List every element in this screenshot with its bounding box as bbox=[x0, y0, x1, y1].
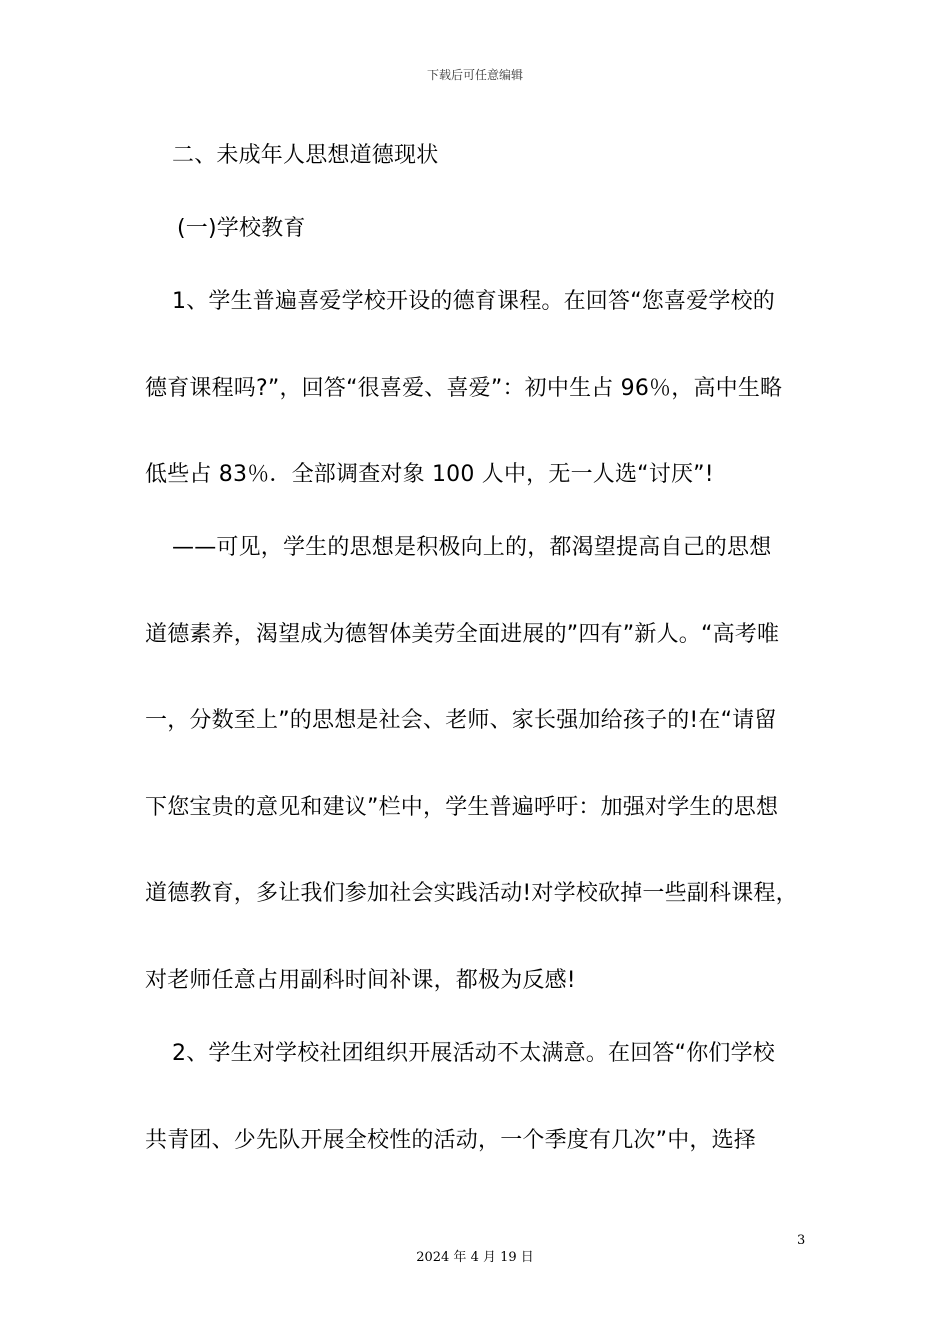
paragraph-line: 共青团、少先队开展全校性的活动，一个季度有几次”中，选择 bbox=[145, 1128, 756, 1153]
paragraph-line: 下您宝贵的意见和建议”栏中，学生普遍呼吁：加强对学生的思想 bbox=[145, 795, 779, 820]
subsection-heading: (一)学校教育 bbox=[177, 216, 306, 241]
paragraph-line: 道德教育，多让我们参加社会实践活动!对学校砍掉一些副科课程， bbox=[145, 881, 798, 906]
paragraph-line: 一，分数至上”的思想是社会、老师、家长强加给孩子的!在“请留 bbox=[145, 708, 777, 733]
paragraph-line: 1、学生普遍喜爱学校开设的德育课程。在回答“您喜爱学校的 bbox=[172, 289, 775, 314]
page-number: 3 bbox=[797, 1233, 806, 1248]
footer-date: 2024 年 4 月 19 日 bbox=[416, 1250, 534, 1265]
paragraph-line: 2、学生对学校社团组织开展活动不太满意。在回答“你们学校 bbox=[172, 1041, 775, 1066]
page-header: 下载后可任意编辑 bbox=[426, 68, 523, 82]
paragraph-line: 对老师任意占用副科时间补课，都极为反感! bbox=[145, 968, 576, 993]
paragraph-line: ——可见，学生的思想是积极向上的，都渴望提高自己的思想 bbox=[172, 535, 772, 560]
paragraph-line: 低些占 83％．全部调查对象 100 人中，无一人选“讨厌”! bbox=[145, 462, 714, 487]
paragraph-line: 德育课程吗?”，回答“很喜爱、喜爱”：初中生占 96％，高中生略 bbox=[145, 376, 783, 401]
section-heading: 二、未成年人思想道德现状 bbox=[172, 143, 439, 168]
paragraph-line: 道德素养，渴望成为德智体美劳全面进展的”四有”新人。“高考唯 bbox=[145, 622, 780, 647]
